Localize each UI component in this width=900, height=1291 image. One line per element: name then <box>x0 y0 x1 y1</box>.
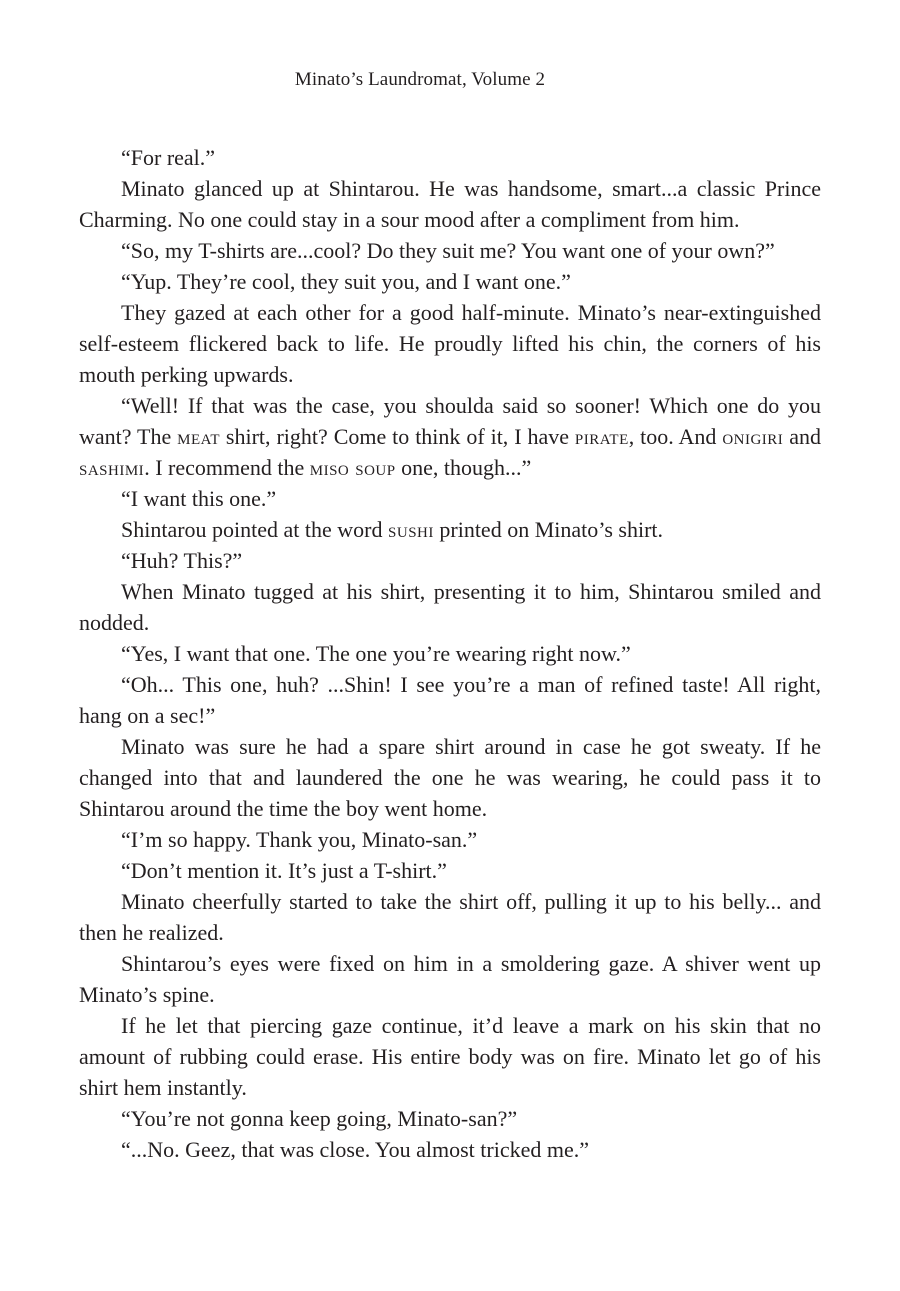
paragraph <box>79 824 821 855</box>
paragraph-text: “You’re not gonna keep going, Minato-san?” <box>121 1106 518 1131</box>
paragraph <box>79 855 821 886</box>
paragraph-text: “Yes, I want that one. The one you’re wearing right now.” <box>121 641 631 666</box>
paragraph <box>79 638 821 669</box>
paragraph-text: one, though...” <box>395 455 532 480</box>
paragraph-text: shirt, right? Come to think of it, I have <box>220 424 575 449</box>
paragraph <box>79 514 821 545</box>
paragraph-text: , too. And <box>628 424 723 449</box>
paragraph-text: Minato cheerfully started to take the shirt off, pulling it up to his belly... and then he realized. <box>79 889 821 945</box>
paragraph <box>79 297 821 390</box>
paragraph <box>79 545 821 576</box>
paragraph-text: They gazed at each other for a good half-minute. Minato’s near-extinguished self-esteem flickered back to life. He proudly lifted his chin, the corners of his mouth perking upwards. <box>79 300 821 387</box>
paragraph-text: Shintarou pointed at the word <box>121 517 389 542</box>
small-caps-word: pirate <box>574 424 629 449</box>
running-head: Minato’s Laundromat, Volume 2 <box>294 69 546 90</box>
paragraph <box>79 390 821 483</box>
paragraph-text: and <box>783 424 821 449</box>
paragraph-text: “Yup. They’re cool, they suit you, and I want one.” <box>121 269 571 294</box>
paragraph <box>79 235 821 266</box>
paragraph <box>79 483 821 514</box>
body-text <box>79 142 821 1165</box>
paragraph-text: Minato was sure he had a spare shirt around in case he got sweaty. If he changed into that and laundered the one he was wearing, he could pass it to Shintarou around the time the boy went home. <box>79 734 821 821</box>
paragraph <box>79 731 821 824</box>
small-caps-word: sushi <box>388 517 434 542</box>
paragraph <box>79 886 821 948</box>
paragraph-text: “Don’t mention it. It’s just a T-shirt.” <box>121 858 447 883</box>
paragraph <box>79 948 821 1010</box>
paragraph <box>79 1103 821 1134</box>
paragraph <box>79 576 821 638</box>
paragraph <box>79 142 821 173</box>
paragraph-text: printed on Minato’s shirt. <box>433 517 664 542</box>
paragraph-text: “Well! If that was the case, you shoulda said so sooner! Which one do you want? The <box>79 393 821 449</box>
small-caps-word: miso soup <box>309 455 396 480</box>
paragraph-text: “Huh? This?” <box>121 548 243 573</box>
paragraph-text: “So, my T-shirts are...cool? Do they suit me? You want one of your own?” <box>121 238 775 263</box>
paragraph-text: If he let that piercing gaze continue, it’d leave a mark on his skin that no amount of rubbing could erase. His entire body was on fire. Minato let go of his shirt hem instantly. <box>79 1013 821 1100</box>
paragraph <box>79 266 821 297</box>
paragraph-text: “I’m so happy. Thank you, Minato-san.” <box>121 827 478 852</box>
paragraph-text: Shintarou’s eyes were fixed on him in a smoldering gaze. A shiver went up Minato’s spine. <box>79 951 821 1007</box>
paragraph-text: Minato glanced up at Shintarou. He was handsome, smart...a classic Prince Charming. No one could stay in a sour mood after a compliment from him. <box>79 176 821 232</box>
paragraph-text: . I recommend the <box>144 455 310 480</box>
small-caps-word: meat <box>177 424 221 449</box>
paragraph-text: When Minato tugged at his shirt, presenting it to him, Shintarou smiled and nodded. <box>79 579 821 635</box>
small-caps-word: sashimi <box>79 455 145 480</box>
paragraph-text: “Oh... This one, huh? ...Shin! I see you’re a man of refined taste! All right, hang on a sec!” <box>79 672 821 728</box>
paragraph-text: “I want this one.” <box>121 486 277 511</box>
paragraph <box>79 669 821 731</box>
paragraph <box>79 1010 821 1103</box>
paragraph-text: “For real.” <box>121 145 216 170</box>
paragraph <box>79 1134 821 1165</box>
paragraph <box>79 173 821 235</box>
small-caps-word: onigiri <box>722 424 784 449</box>
paragraph-text: “...No. Geez, that was close. You almost tricked me.” <box>121 1137 589 1162</box>
